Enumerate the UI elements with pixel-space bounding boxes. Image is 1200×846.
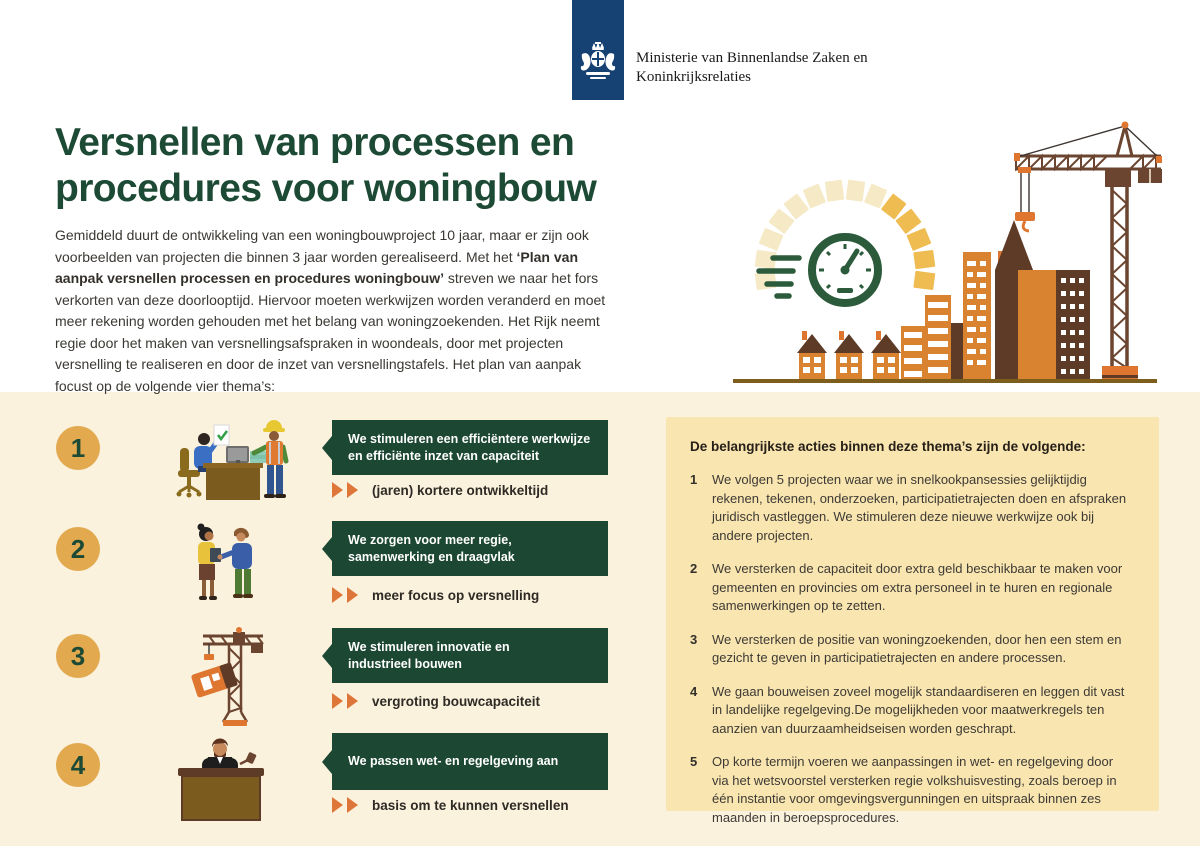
theme-3-result: vergroting bouwcapaciteit <box>332 691 540 711</box>
ground-line <box>733 379 1157 383</box>
action-number: 2 <box>690 561 698 576</box>
action-item-5 <box>690 753 1133 827</box>
intro-text-1: Gemiddeld duurt de ontwikkeling van een woningbouwproject 10 jaar, maar er zijn ook voorbeelden van projecten die binnen 3 jaar worden gerealiseerd. Met het <box>55 227 589 265</box>
page-title: Versnellen van processen en procedures voor woningbouw <box>55 121 597 210</box>
theme-4-number: 4 <box>56 743 100 787</box>
action-number: 5 <box>690 754 698 769</box>
action-text: We gaan bouweisen zoveel mogelijk standaardiseren en leggen dit vast in landelijke regelgeving.De mogelijkheden voor maatwerkregels ten aanzien van duurzaamheidseisen worden geschrapt. <box>712 683 1125 736</box>
hero-illustration <box>733 112 1163 390</box>
action-number: 4 <box>690 683 698 699</box>
theme-3-box: We stimuleren innovatie en industrieel bouwen <box>332 628 608 683</box>
double-arrow-icon <box>347 693 358 709</box>
action-item-1 <box>690 471 1133 545</box>
header-section <box>0 0 1200 392</box>
row-houses <box>797 331 901 380</box>
action-text: We volgen 5 projecten waar we in snelkookpansessies gelijktijdig rekenen, tekenen, onderzoeken, participatietrajecten doen en afspraken juridisch vastleggen. We stimuleren deze nieuwe werkwijze ook bij andere projecten. <box>712 472 1127 543</box>
theme-1-number: 1 <box>56 426 100 470</box>
double-arrow-icon <box>332 693 343 709</box>
action-text: We versterken de capaciteit door extra geld beschikbaar te maken voor gemeenten en provincies om extra personeel in te huren en regionale samenwerkingen op te zetten. <box>712 561 1123 613</box>
double-arrow-icon <box>347 797 358 813</box>
actions-heading: De belangrijkste acties binnen deze thema’s zijn de volgende: <box>690 439 1086 454</box>
intro-text-2: streven we naar het fors verkorten van deze doorlooptijd. Hiervoor moeten werkwijzen worden veranderd en moet meer rekening worden gehouden met het belang van woningzoekenden. Het Rijk neemt regie door het maken van versnellingsafspraken in woondeals, door met projecten versnelling te realiseren en door de inzet van versnellingstafels. Het plan van aanpak focust op de volgende vier thema’s: <box>55 270 606 394</box>
coat-of-arms-icon <box>578 40 618 92</box>
action-number: 1 <box>690 472 698 487</box>
action-item-4 <box>690 683 1133 739</box>
ministry-name-line1: Ministerie van Binnenlandse Zaken en <box>636 50 868 66</box>
theme-2-box: We zorgen voor meer regie, samenwerking en draagvlak <box>332 521 608 576</box>
theme-2-illustration-conversation <box>168 516 283 621</box>
theme-4-box: We passen wet- en regelgeving aan <box>332 733 608 790</box>
action-item-2 <box>690 560 1133 616</box>
theme-3-illustration-crane-module <box>163 622 281 728</box>
theme-2-number: 2 <box>56 527 100 571</box>
theme-2-result: meer focus op versnelling <box>332 585 539 605</box>
action-number: 3 <box>690 631 698 647</box>
double-arrow-icon <box>332 587 343 603</box>
actions-panel <box>666 417 1159 825</box>
double-arrow-icon <box>347 587 358 603</box>
intro-text-bold: ‘Plan van aanpak versnellen processen en procedures woningbouw’ <box>55 248 578 286</box>
ministry-name <box>636 49 868 87</box>
ministry-name-line2: Koninkrijksrelaties <box>636 69 751 85</box>
theme-1-illustration-desk-meeting <box>152 406 297 514</box>
theme-3-number: 3 <box>56 634 100 678</box>
action-text: We versterken de positie van woningzoekenden, door hen een stem en gezicht te geven in participatietrajecten en andere processen. <box>712 631 1122 665</box>
theme-4-result: basis om te kunnen versnellen <box>332 795 569 815</box>
double-arrow-icon <box>347 482 358 498</box>
double-arrow-icon <box>332 482 343 498</box>
theme-1-result: (jaren) kortere ontwikkeltijd <box>332 480 548 500</box>
action-item-3 <box>690 631 1133 668</box>
theme-4-illustration-judge <box>158 728 283 828</box>
intro-paragraph <box>55 225 620 397</box>
action-text: Op korte termijn voeren we aanpassingen in wet- en regelgeving door via het wetsvoorstel versterken regie volkshuisvesting, zoals beroep in één instantie voor omgevingsvergunningen en uitspraak binnen zes maanden in beroepsprocedures. <box>712 754 1117 825</box>
double-arrow-icon <box>332 797 343 813</box>
theme-1-box: We stimuleren een efficiëntere werkwijze en efficiënte inzet van capaciteit <box>332 420 608 475</box>
rijksoverheid-logo <box>572 0 624 100</box>
